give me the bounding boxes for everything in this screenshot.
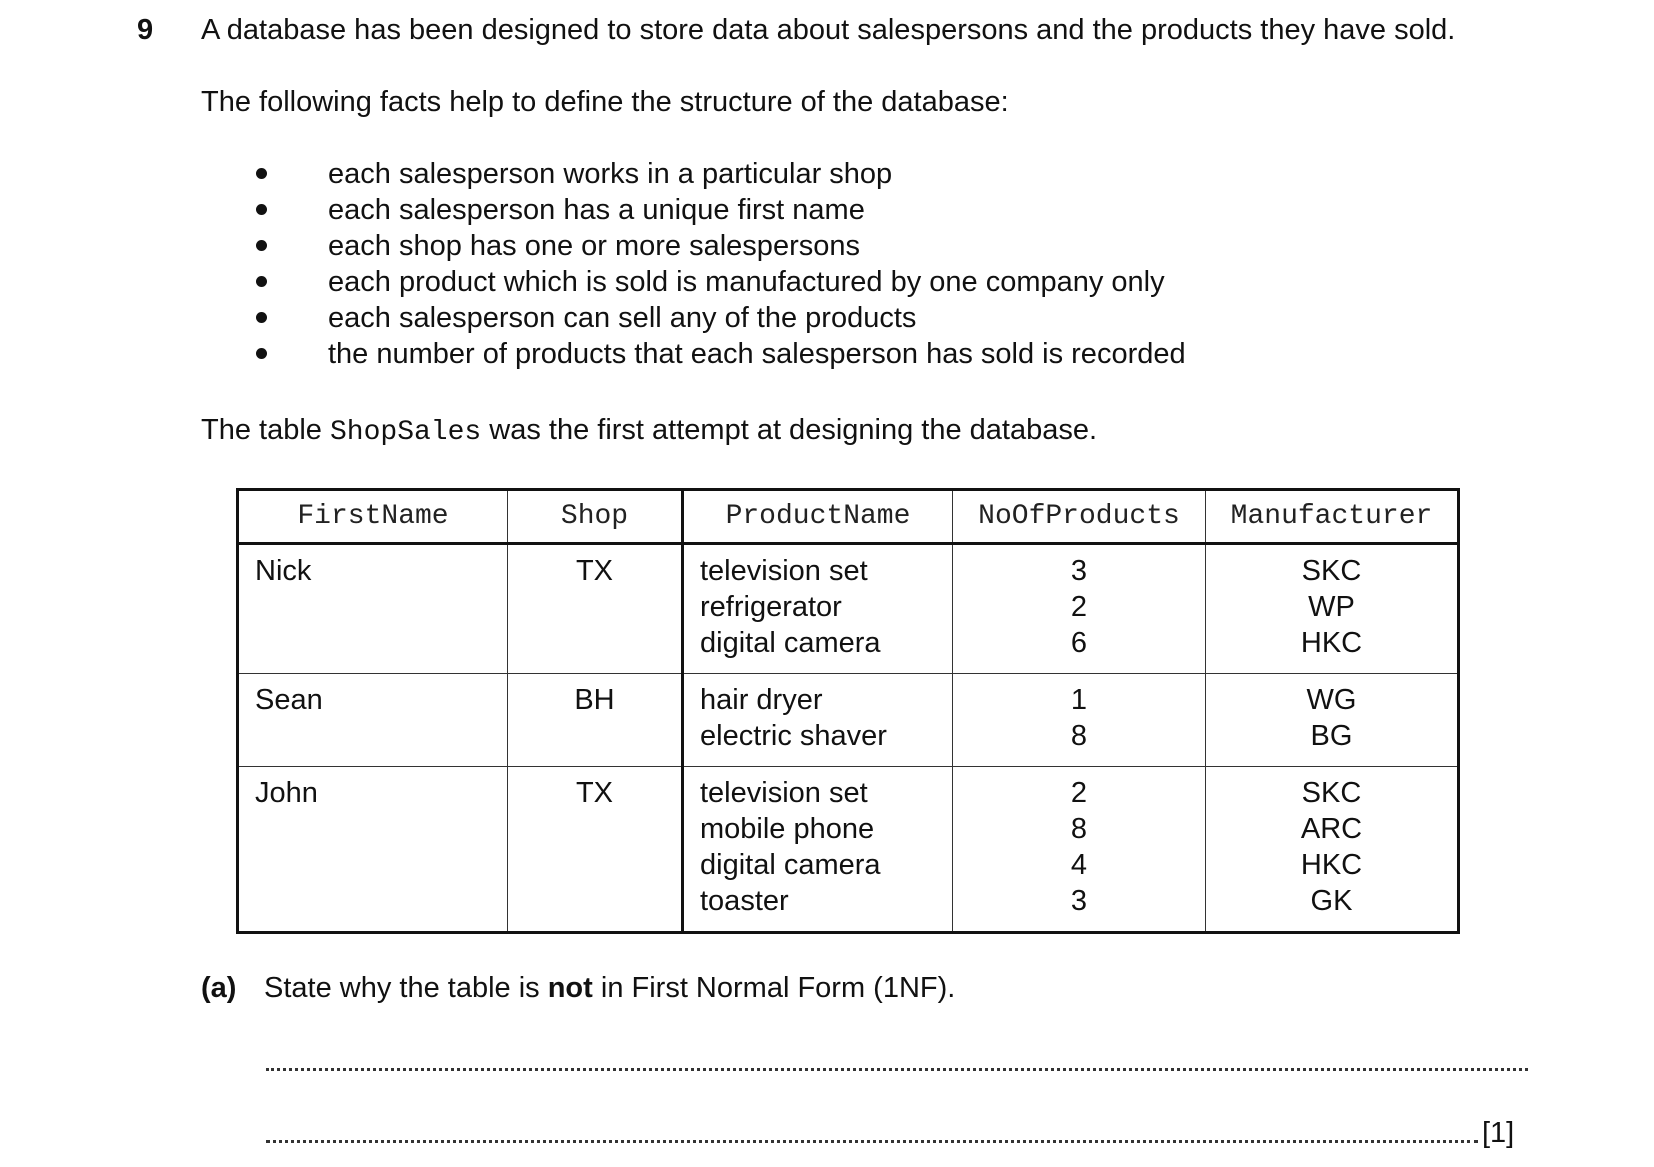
table-intro	[201, 412, 1097, 451]
fact-text: each salesperson works in a particular shop	[328, 158, 893, 190]
header-product-name: ProductName	[683, 490, 953, 544]
header-no-of-products: NoOfProducts	[953, 490, 1206, 544]
manufacturer: BG	[1310, 720, 1353, 752]
table-intro-before: The table	[201, 414, 330, 446]
shop-cell: BH	[508, 674, 683, 767]
table-intro-after: was the first attempt at designing the database.	[481, 414, 1098, 446]
bullet-icon	[256, 348, 267, 359]
manufacturer: ARC	[1300, 813, 1363, 845]
product-name: television set	[700, 555, 868, 587]
manufacturer: HKC	[1300, 627, 1363, 659]
manufacturer: HKC	[1300, 849, 1363, 881]
fact-item	[256, 192, 1186, 228]
product-name: digital camera	[700, 627, 881, 659]
product-name: toaster	[700, 885, 789, 917]
table-row	[238, 674, 1459, 767]
manufacturer: SKC	[1301, 555, 1362, 587]
fact-text: each salesperson can sell any of the products	[328, 302, 917, 334]
part-a-label: (a)	[201, 972, 237, 1004]
part-a-text-bold: not	[547, 972, 593, 1004]
fact-text: the number of products that each salesperson has sold is recorded	[328, 338, 1186, 370]
product-name: mobile phone	[700, 813, 875, 845]
fact-item	[256, 156, 1186, 192]
facts-list	[256, 156, 1186, 372]
product-count: 6	[1070, 627, 1088, 659]
bullet-icon	[256, 168, 267, 179]
bullet-icon	[256, 276, 267, 287]
fact-text: each product which is sold is manufactured by one company only	[328, 266, 1165, 298]
fact-text: each salesperson has a unique first name	[328, 194, 865, 226]
product-name: digital camera	[700, 849, 881, 881]
header-manufacturer: Manufacturer	[1206, 490, 1459, 544]
product-name: electric shaver	[700, 720, 887, 752]
no-of-products-cell	[953, 674, 1206, 767]
product-name: hair dryer	[700, 684, 823, 716]
manufacturer-cell	[1206, 674, 1459, 767]
fact-item	[256, 300, 1186, 336]
fact-item	[256, 336, 1186, 372]
manufacturer: SKC	[1301, 777, 1362, 809]
product-count: 4	[1070, 849, 1088, 881]
shop-cell: TX	[508, 767, 683, 933]
product-name-cell	[683, 767, 953, 933]
no-of-products-cell	[953, 544, 1206, 674]
product-count: 2	[1070, 777, 1088, 809]
product-count: 1	[1070, 684, 1088, 716]
table-header-row	[238, 490, 1459, 544]
fact-text: each shop has one or more salespersons	[328, 230, 860, 262]
marks-label: [1]	[1482, 1117, 1515, 1149]
question-intro: A database has been designed to store data about salespersons and the products they have sold.	[201, 14, 1456, 46]
manufacturer-cell	[1206, 767, 1459, 933]
first-name-cell: Nick	[238, 544, 508, 674]
manufacturer: GK	[1310, 885, 1353, 917]
no-of-products-cell	[953, 767, 1206, 933]
header-shop: Shop	[508, 490, 683, 544]
first-name-cell: John	[238, 767, 508, 933]
manufacturer: WG	[1306, 684, 1357, 716]
answer-line[interactable]	[266, 1068, 1528, 1071]
product-count: 3	[1070, 555, 1088, 587]
bullet-icon	[256, 312, 267, 323]
part-a-text-before: State why the table is	[264, 972, 548, 1004]
header-first-name: FirstName	[238, 490, 508, 544]
table-row	[238, 767, 1459, 933]
table-row	[238, 544, 1459, 674]
answer-line[interactable]	[266, 1140, 1478, 1143]
shop-sales-table	[236, 488, 1460, 934]
product-name: refrigerator	[700, 591, 842, 623]
product-count: 8	[1070, 720, 1088, 752]
product-count: 3	[1070, 885, 1088, 917]
product-count: 2	[1070, 591, 1088, 623]
part-a-question	[264, 970, 955, 1006]
product-count: 8	[1070, 813, 1088, 845]
product-name-cell	[683, 544, 953, 674]
bullet-icon	[256, 204, 267, 215]
part-a-text-after: in First Normal Form (1NF).	[592, 972, 956, 1004]
manufacturer-cell	[1206, 544, 1459, 674]
first-name-cell: Sean	[238, 674, 508, 767]
table-name: ShopSales	[329, 417, 482, 448]
fact-item	[256, 228, 1186, 264]
bullet-icon	[256, 240, 267, 251]
shop-cell: TX	[508, 544, 683, 674]
facts-intro: The following facts help to define the structure of the database:	[201, 86, 1009, 118]
fact-item	[256, 264, 1186, 300]
product-name-cell	[683, 674, 953, 767]
question-number: 9	[137, 14, 154, 46]
manufacturer: WP	[1308, 591, 1355, 623]
product-name: television set	[700, 777, 868, 809]
